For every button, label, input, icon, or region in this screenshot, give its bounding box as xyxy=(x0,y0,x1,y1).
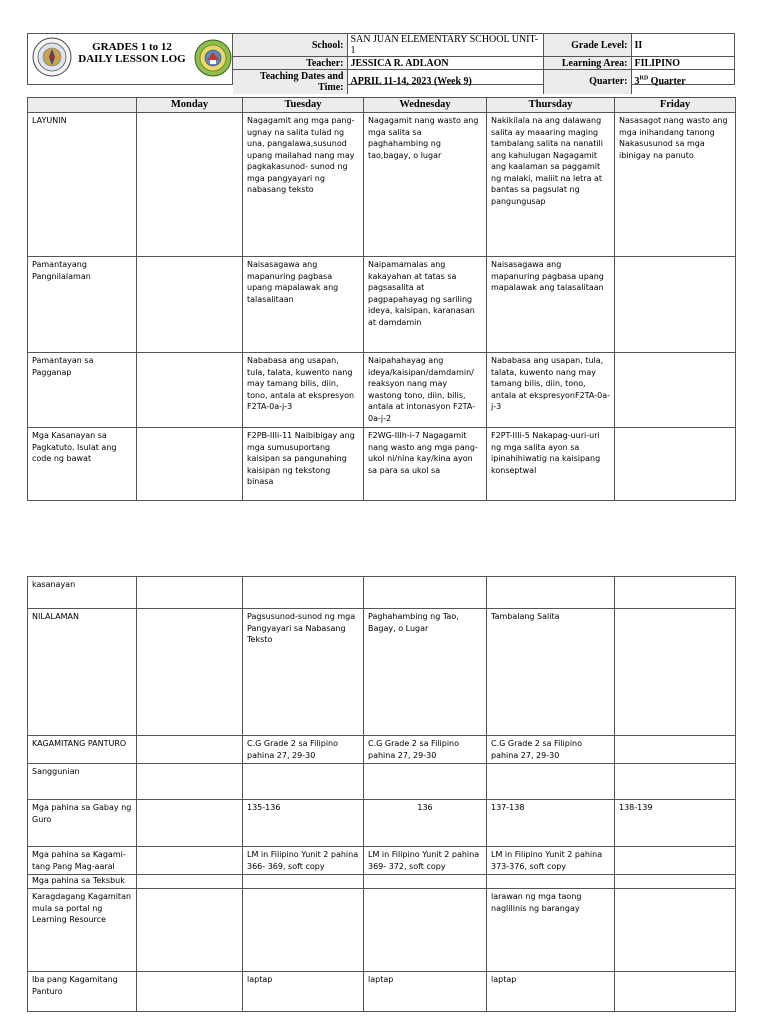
cell-thursday: 137-138 xyxy=(487,800,615,847)
lesson-grid-bottom xyxy=(27,576,736,1012)
row-label: Sanggunian xyxy=(28,764,137,800)
teaching-dates-label-line-1: Teaching Dates and xyxy=(259,70,344,82)
cell-friday xyxy=(615,847,736,875)
teaching-dates-value: APRIL 11-14, 2023 (Week 9) xyxy=(347,70,543,94)
cell-friday xyxy=(615,353,736,428)
cell-friday xyxy=(615,609,736,736)
day-header-row xyxy=(28,98,736,113)
row-label: LAYUNIN xyxy=(28,113,137,257)
teaching-dates-label-line-2: Time: xyxy=(318,81,344,93)
cell-wednesday xyxy=(364,875,487,889)
cell-friday xyxy=(615,428,736,501)
table-row-pamantayan-sa-pagganap xyxy=(28,353,736,428)
cell-tuesday xyxy=(243,764,364,800)
cell-friday xyxy=(615,736,736,764)
teacher-value: JESSICA R. ADLAON xyxy=(347,57,543,70)
cell-wednesday: laptap xyxy=(364,972,487,1012)
cell-wednesday: LM in Filipino Yunit 2 pahina 369- 372, soft copy xyxy=(364,847,487,875)
table-row-kasanayan xyxy=(28,577,736,609)
cell-friday xyxy=(615,972,736,1012)
table-row-layunin xyxy=(28,113,736,257)
lesson-grid-top xyxy=(27,97,736,501)
table-row-kagamitang-pang-mag-aaral xyxy=(28,847,736,875)
school-value: SAN JUAN ELEMENTARY SCHOOL UNIT-1 xyxy=(347,34,543,57)
table-row-teksbuk xyxy=(28,875,736,889)
cell-monday xyxy=(137,764,243,800)
table-row-sanggunian xyxy=(28,764,736,800)
cell-thursday: LM in Filipino Yunit 2 pahina 373-376, soft copy xyxy=(487,847,615,875)
cell-wednesday: C.G Grade 2 sa Filipino pahina 27, 29-30 xyxy=(364,736,487,764)
cell-wednesday: Paghahambing ng Tao, Bagay, o Lugar xyxy=(364,609,487,736)
row-label: kasanayan xyxy=(28,577,137,609)
cell-tuesday: F2PB-IIIi-11 Naibibigay ang mga sumusuportang kaisipan sa pangunahing kaisipan ng tekstong binasa xyxy=(243,428,364,501)
cell-thursday: Nakikilala na ang dalawang salita ay maaaring maging tambalang salita na nanatili ang kahulugan Nagagamit ang kaalaman sa paggamit ng malaki, maliit na letra at bantas sa pagsulat ng pangungusap xyxy=(487,113,615,257)
row-label: NILALAMAN xyxy=(28,609,137,736)
cell-monday xyxy=(137,257,243,353)
cell-tuesday xyxy=(243,889,364,972)
table-row-pamantayang-pangnilalaman xyxy=(28,257,736,353)
lesson-log-header xyxy=(27,33,735,93)
cell-friday xyxy=(615,257,736,353)
cell-monday xyxy=(137,353,243,428)
learning-area-label: Learning Area: xyxy=(543,57,631,70)
cell-tuesday: Pagsusunod-sunod ng mga Pangyayari sa Nabasang Teksto xyxy=(243,609,364,736)
quarter-ordinal: RD xyxy=(639,75,649,82)
day-header-tuesday: Tuesday xyxy=(243,98,364,113)
cell-monday xyxy=(137,428,243,501)
deped-seal-icon xyxy=(32,37,72,77)
cell-thursday: larawan ng mga taong naglilinis ng barangay xyxy=(487,889,615,972)
cell-tuesday: C.G Grade 2 sa Filipino pahina 27, 29-30 xyxy=(243,736,364,764)
table-row-mga-kasanayan xyxy=(28,428,736,501)
table-row-nilalaman xyxy=(28,609,736,736)
cell-tuesday xyxy=(243,875,364,889)
cell-monday xyxy=(137,609,243,736)
cell-tuesday: Naisasagawa ang mapanuring pagbasa upang mapalawak ang talasalitaan xyxy=(243,257,364,353)
cell-tuesday: 135-136 xyxy=(243,800,364,847)
cell-thursday xyxy=(487,875,615,889)
school-label: School: xyxy=(233,34,347,57)
cell-wednesday xyxy=(364,577,487,609)
teaching-dates-label xyxy=(233,70,347,94)
row-label: Karagdagang Kagamitan mula sa portal ng Learning Resource xyxy=(28,889,137,972)
cell-thursday: Tambalang Salita xyxy=(487,609,615,736)
cell-friday xyxy=(615,577,736,609)
cell-monday xyxy=(137,113,243,257)
table-row-kagamitang-panturo xyxy=(28,736,736,764)
cell-monday xyxy=(137,847,243,875)
cell-friday xyxy=(615,764,736,800)
row-label: KAGAMITANG PANTURO xyxy=(28,736,137,764)
grade-level-value: II xyxy=(631,34,734,57)
document-title xyxy=(72,41,192,65)
cell-wednesday: Nagagamit nang wasto ang mga salita sa paghahambing ng tao,bagay, o lugar xyxy=(364,113,487,257)
cell-tuesday: Nagagamit ang mga pang-ugnay na salita tulad ng una, pangalawa,susunod upang mailahad nang may pagkakasunod- sunod ng mga pangyayari ng nabasang teksto xyxy=(243,113,364,257)
cell-thursday: Naisasagawa ang mapanuring pagbasa upang mapalawak ang talasalitaan xyxy=(487,257,615,353)
cell-thursday xyxy=(487,577,615,609)
cell-tuesday: Nababasa ang usapan, tula, talata, kuwento nang may tamang bilis, diin, tono, antala at ekspresyon F2TA-0a-j-3 xyxy=(243,353,364,428)
cell-tuesday xyxy=(243,577,364,609)
row-label: Mga Kasanayan sa Pagkatuto. Isulat ang code ng bawat xyxy=(28,428,137,501)
row-label: Mga pahina sa Teksbuk xyxy=(28,875,137,889)
row-label: Pamantayan sa Pagganap xyxy=(28,353,137,428)
corner-header-cell xyxy=(28,98,137,113)
cell-tuesday: laptap xyxy=(243,972,364,1012)
row-label: Pamantayang Pangnilalaman xyxy=(28,257,137,353)
cell-wednesday: Naipahahayag ang ideya/kaisipan/damdamin/ reaksyon nang may wastong tono, diin, bilis, antala at intonasyon F2TA-0a-j-2 xyxy=(364,353,487,428)
title-line-1: GRADES 1 to 12 xyxy=(92,41,172,53)
cell-wednesday: F2WG-IIIh-i-7 Nagagamit nang wasto ang mga pang-ukol ni/nina kay/kina ayon sa para sa ukol sa xyxy=(364,428,487,501)
cell-thursday: Nababasa ang usapan, tula, talata, kuwento nang may tamang bilis, diin, tono, antala at ekspresyonF2TA-0a-j-3 xyxy=(487,353,615,428)
cell-monday xyxy=(137,889,243,972)
cell-thursday: C.G Grade 2 sa Filipino pahina 27, 29-30 xyxy=(487,736,615,764)
grade-level-label: Grade Level: xyxy=(543,34,631,57)
school-seal-icon xyxy=(194,39,232,77)
cell-tuesday: LM in Filipino Yunit 2 pahina 366- 369, soft copy xyxy=(243,847,364,875)
table-row-karagdagang-kagamitan xyxy=(28,889,736,972)
school-info-table xyxy=(233,34,734,94)
cell-wednesday xyxy=(364,889,487,972)
title-line-2: DAILY LESSON LOG xyxy=(78,53,186,65)
teacher-label: Teacher: xyxy=(233,57,347,70)
quarter-value xyxy=(631,70,734,94)
day-header-wednesday: Wednesday xyxy=(364,98,487,113)
cell-thursday xyxy=(487,764,615,800)
row-label: Mga pahina sa Gabay ng Guro xyxy=(28,800,137,847)
logo-title-box xyxy=(28,34,233,84)
cell-thursday: F2PT-IIIi-5 Nakapag-uuri-uri ng mga salita ayon sa ipinahihiwatig na kaisipang konseptwal xyxy=(487,428,615,501)
cell-wednesday: 136 xyxy=(364,800,487,847)
quarter-number: 3 xyxy=(634,76,640,88)
quarter-word: Quarter xyxy=(650,76,686,88)
day-header-thursday: Thursday xyxy=(487,98,615,113)
cell-wednesday: Naipamamalas ang kakayahan at tatas sa pagsasalita at pagpapahayag ng sariling ideya, kaisipan, karanasan at damdamin xyxy=(364,257,487,353)
cell-friday xyxy=(615,875,736,889)
day-header-monday: Monday xyxy=(137,98,243,113)
cell-thursday: laptap xyxy=(487,972,615,1012)
cell-monday xyxy=(137,972,243,1012)
learning-area-value: FILIPINO xyxy=(631,57,734,70)
row-label: Iba pang Kagamitang Panturo xyxy=(28,972,137,1012)
cell-monday xyxy=(137,577,243,609)
cell-monday xyxy=(137,875,243,889)
table-row-gabay-ng-guro xyxy=(28,800,736,847)
cell-wednesday xyxy=(364,764,487,800)
quarter-label: Quarter: xyxy=(543,70,631,94)
cell-monday xyxy=(137,800,243,847)
cell-monday xyxy=(137,736,243,764)
table-row-iba-pang-kagamitan xyxy=(28,972,736,1012)
cell-friday: Nasasagot nang wasto ang mga inihandang tanong Nakasusunod sa mga ibinigay na panuto xyxy=(615,113,736,257)
day-header-friday: Friday xyxy=(615,98,736,113)
row-label: Mga pahina sa Kagami-tang Pang Mag-aaral xyxy=(28,847,137,875)
cell-friday: 138-139 xyxy=(615,800,736,847)
cell-friday xyxy=(615,889,736,972)
